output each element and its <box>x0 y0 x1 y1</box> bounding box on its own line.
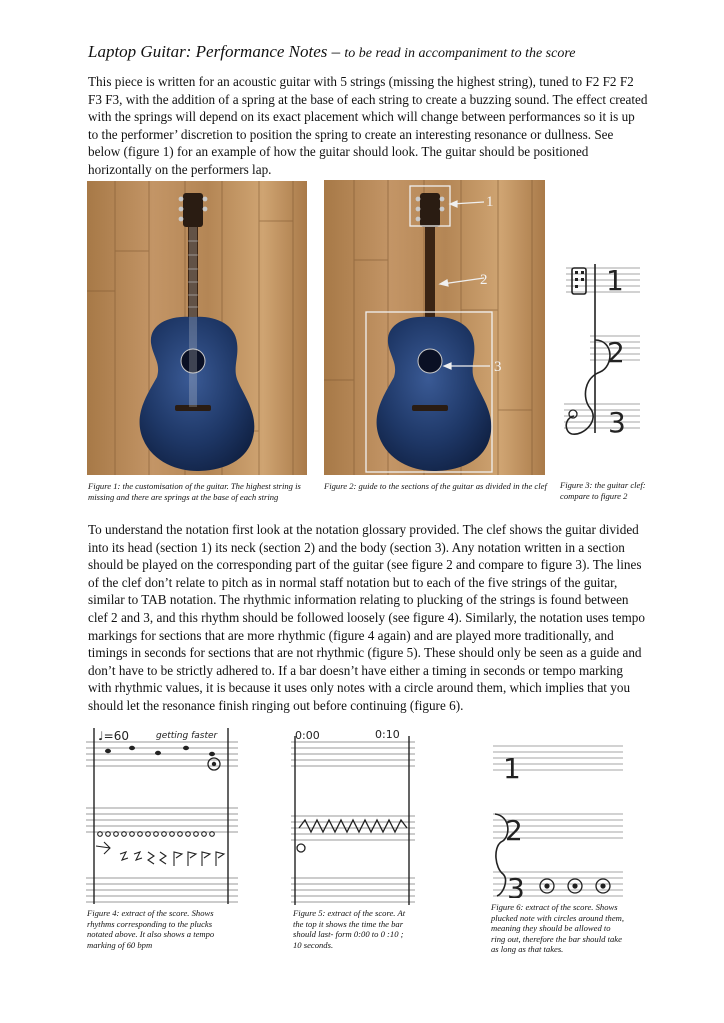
figure-4-caption: Figure 4: extract of the score. Shows rhythms corresponding to the plucks notated above. It also shows a tempo marking of 60 bpm <box>87 908 215 950</box>
figure-3-caption: Figure 3: the guitar clef: compare to figure 2 <box>560 480 646 501</box>
figure-4-tempo: ♩=60 <box>98 729 129 743</box>
figure-5-time-start: 0:00 <box>295 729 320 742</box>
figure-2-label-2: 2 <box>480 272 488 288</box>
figure-5-time-end: 0:10 <box>375 728 400 741</box>
figure-2-photo <box>324 180 545 475</box>
figure-2-label-3: 3 <box>494 359 502 375</box>
figure-3-label-3: 3 <box>608 406 626 439</box>
figure-6-label-1: 1 <box>503 752 521 785</box>
body-paragraph: To understand the notation first look at the notation glossary provided. The clef shows the guitar divided into its head (section 1) its neck (section 2) and the body (section 3). Any notation written in a section should be played on the corresponding part of the guitar (see figure 2 and compare to figure 3). The lines of the clef don’t relate to pitch as in normal staff notation but to each of the five strings of the guitar, similar to TAB notation. The rhythmic information relating to plucking of the strings is found between clef 2 and 3, and this rhythm should be followed loosely (see figure 4). Similarly, the notation uses tempo markings for sections that are more rhythmic (figure 4 again) and are played more traditionally, and timings in seconds for sections that are not rhythmic (figure 5). These should only be seen as a guide and don’t have to be strictly adhered to. If a bar doesn’t have either a timing in seconds or tempo marking with rhythmic values, it is because it uses only notes with a circle around them, which implies that you should let the resonance finish ringing out before continuing (figure 6). <box>88 522 645 713</box>
figure-6-score-sketch <box>491 738 623 898</box>
figure-2-label-1: 1 <box>486 194 494 210</box>
figure-1-photo <box>87 181 307 475</box>
figure-2-caption: Figure 2: guide to the sections of the guitar as divided in the clef <box>324 481 547 491</box>
figure-6-label-2: 2 <box>505 814 523 847</box>
figure-3-label-2: 2 <box>607 336 625 369</box>
intro-paragraph: This piece is written for an acoustic guitar with 5 strings (missing the highest string), tuned to F2 F2 F2 F3 F3, with the addition of a spring at the base of each string to create a buzzing sound. The effect created with the springs will depend on its exact placement which will change between performances so it is up to the performer’ discretion to position the spring to create an interesting resonance or dullness. See below (figure 1) for an example of how the guitar should look. The guitar should be positioned horizontally on the performers lap. <box>88 74 648 177</box>
title-subtitle: to be read in accompaniment to the score <box>344 46 576 61</box>
figure-3-clef-sketch <box>560 258 642 463</box>
title-main: Laptop Guitar: Performance Notes – <box>88 42 345 61</box>
figure-5-score-sketch <box>291 728 415 905</box>
figure-5-caption: Figure 5: extract of the score. At the top it shows the time the bar should last- form 0:00 to 0 :10 ; 10 seconds. <box>293 908 406 950</box>
figure-3-label-1: 1 <box>606 264 624 297</box>
figure-1-caption: Figure 1: the customisation of the guitar. The highest string is missing and there are springs at the base of each string <box>88 481 301 502</box>
figure-6-label-3: 3 <box>507 872 525 898</box>
figure-6-caption: Figure 6: extract of the score. Shows plucked note with circles around them, meaning they should be allowed to ring out, therefore the bar should take as long as that takes. <box>491 902 625 954</box>
figure-4-score-sketch <box>86 724 238 904</box>
page-title <box>88 42 575 62</box>
figure-4-annotation: getting faster <box>156 731 218 741</box>
